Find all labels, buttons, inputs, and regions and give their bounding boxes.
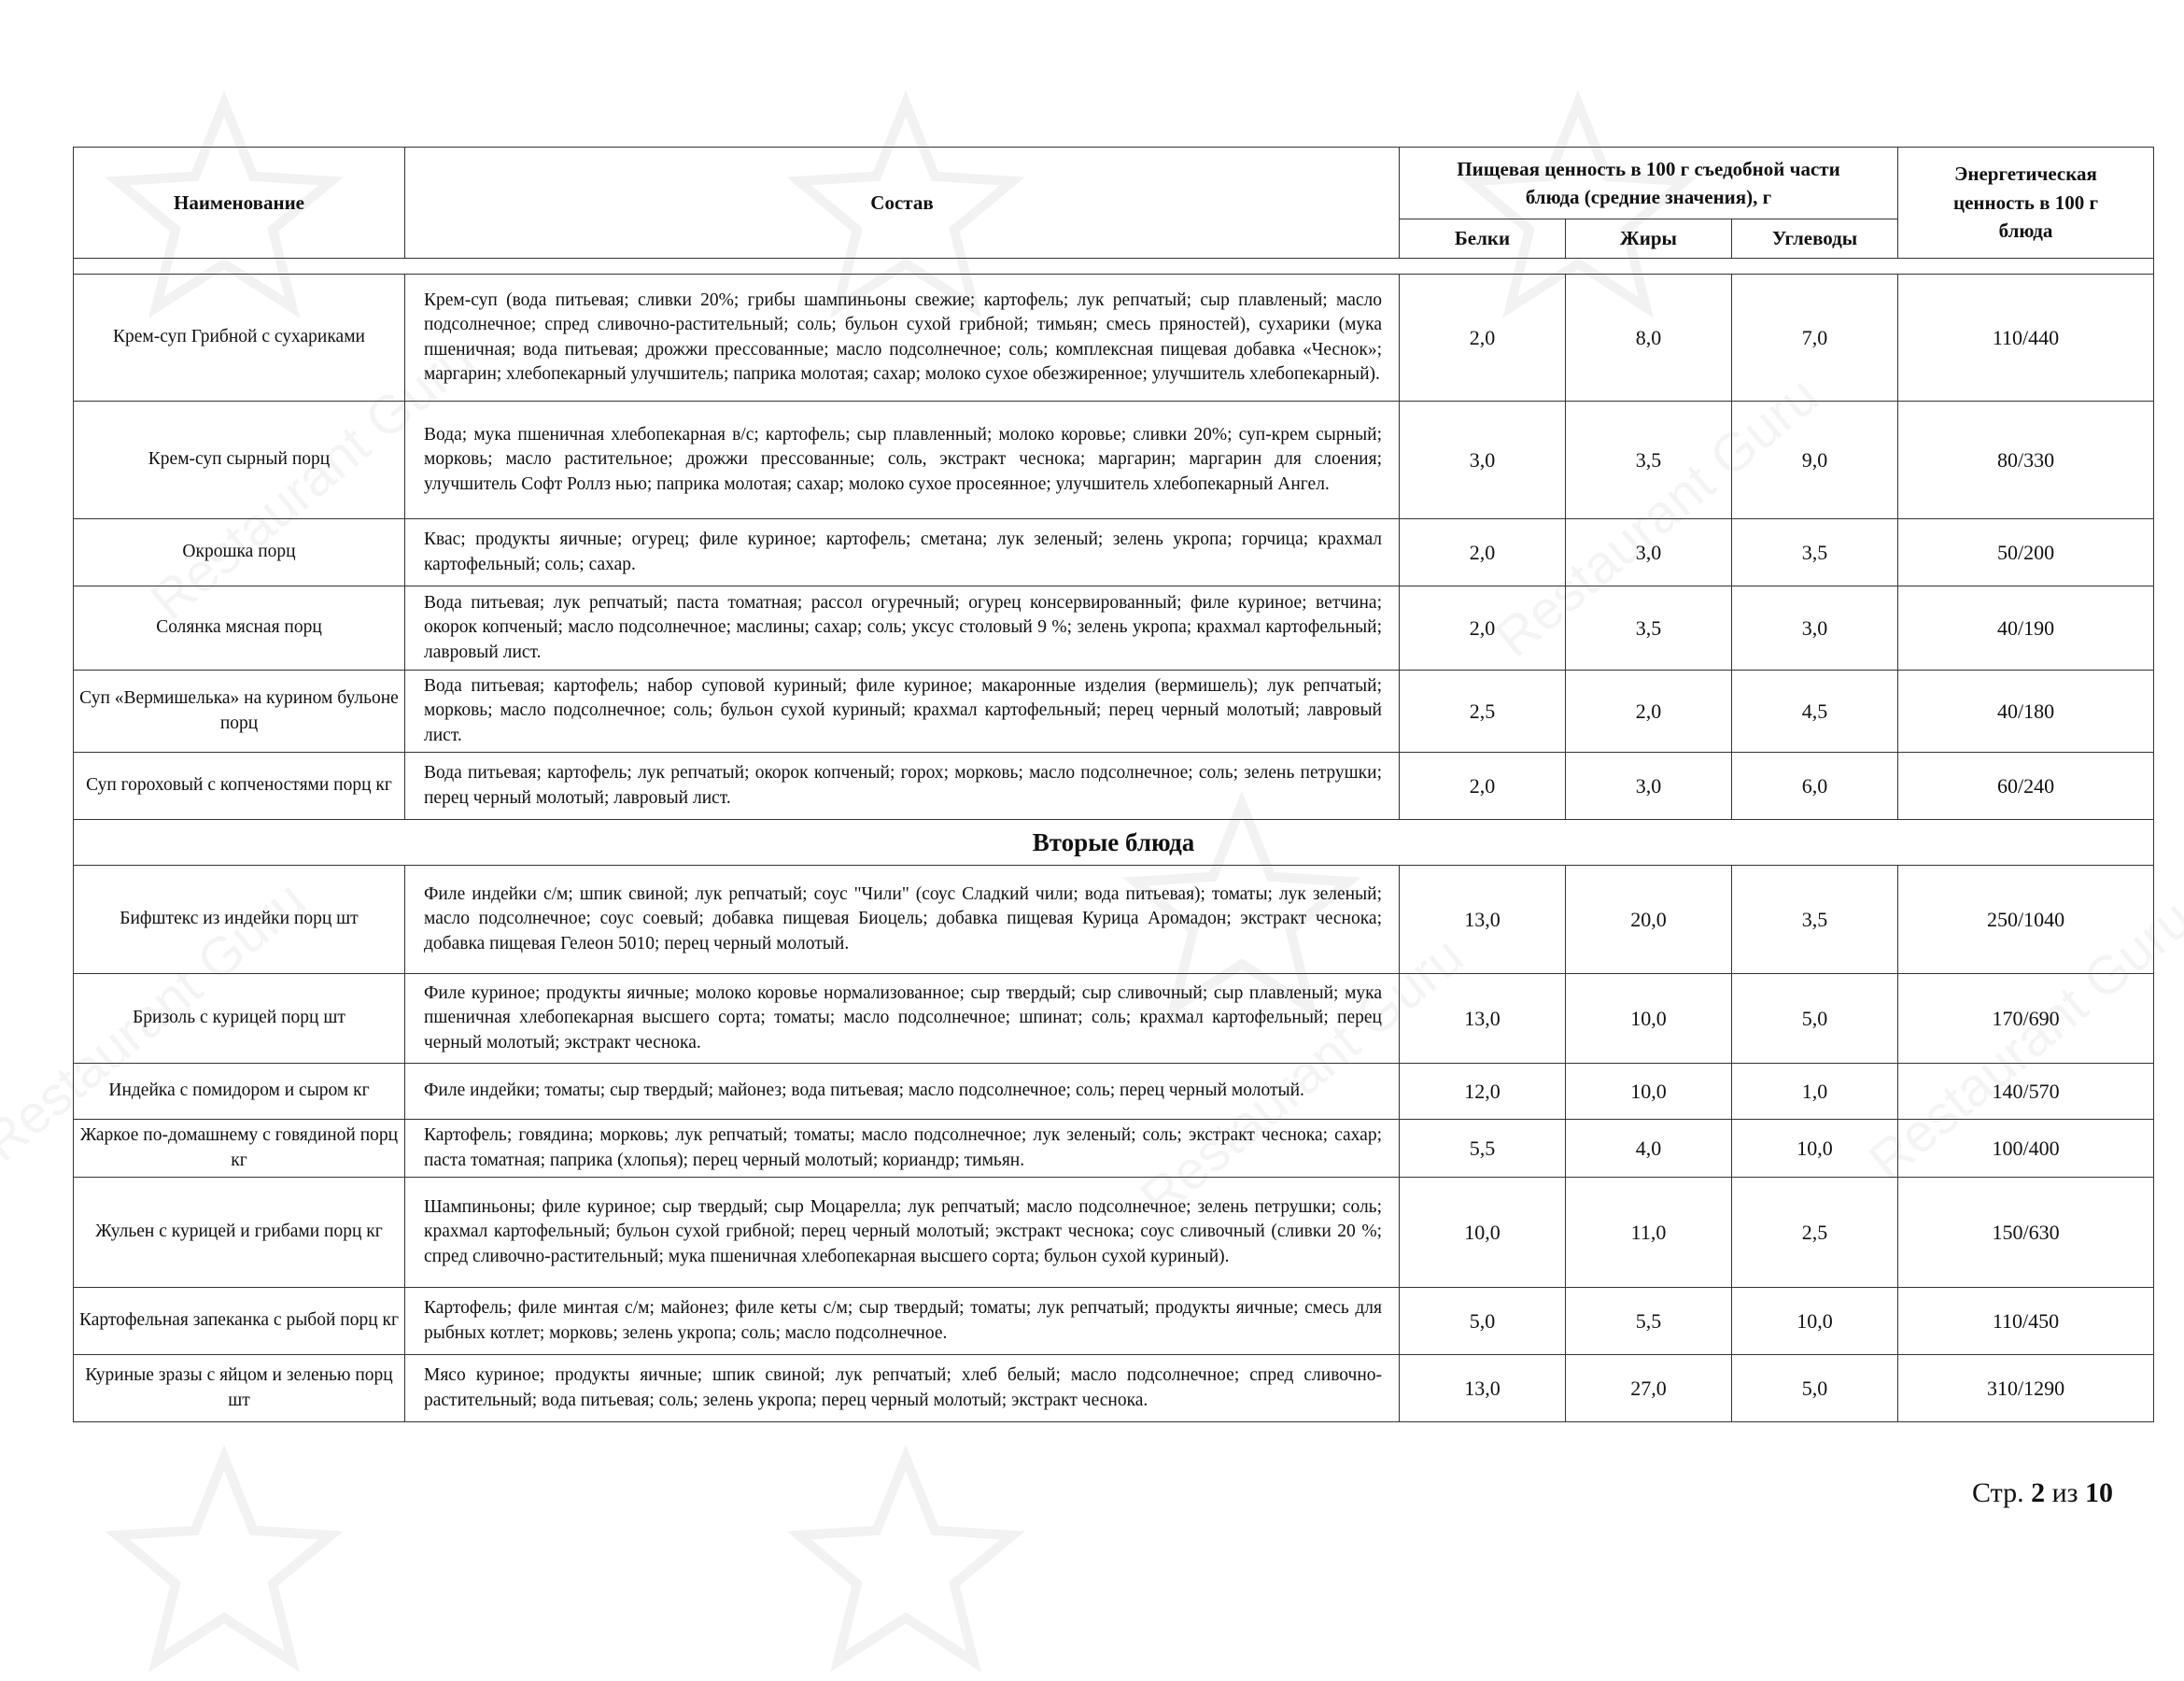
carbs-value: 3,0	[1732, 586, 1898, 671]
dish-name: Жаркое по-домашнему с говядиной порц кг	[74, 1120, 405, 1178]
table-row	[74, 866, 2154, 974]
energy-value: 110/450	[1898, 1288, 2154, 1355]
table-row	[74, 402, 2154, 519]
table-row	[74, 1355, 2154, 1422]
carbs-value: 3,5	[1732, 866, 1898, 974]
dish-name: Бризоль с курицей порц шт	[74, 974, 405, 1064]
protein-value: 13,0	[1400, 1355, 1566, 1422]
table-row	[74, 671, 2154, 753]
energy-value: 40/190	[1898, 586, 2154, 671]
table-row	[74, 275, 2154, 402]
fat-value: 3,5	[1566, 586, 1732, 671]
table-row	[74, 1288, 2154, 1355]
page-separator: из	[2051, 1477, 2078, 1508]
energy-value: 60/240	[1898, 753, 2154, 820]
energy-value: 80/330	[1898, 402, 2154, 519]
header-name: Наименование	[74, 148, 405, 259]
energy-value: 170/690	[1898, 974, 2154, 1064]
dish-composition: Шампиньоны; филе куриное; сыр твердый; сыр Моцарелла; лук репчатый; масло подсолнечное; зелень петрушки; соль; крахмал картофельный; бульон сухой грибной; перец черный молотый; экстракт чеснока; соус сливочный (сливки 20 %; спред сливочно-растительный; мука пшеничная хлебопекарная высшего сорта; бульон сухой куриный).	[405, 1178, 1400, 1288]
dish-name: Жульен с курицей и грибами порц кг	[74, 1178, 405, 1288]
protein-value: 5,0	[1400, 1288, 1566, 1355]
dish-composition: Картофель; говядина; морковь; лук репчатый; томаты; масло подсолнечное; лук зеленый; соль; экстракт чеснока; сахар; паста томатная; паприка (хлопья); перец черный молотый; кориандр; тимьян.	[405, 1120, 1400, 1178]
fat-value: 2,0	[1566, 671, 1732, 753]
fat-value: 5,5	[1566, 1288, 1732, 1355]
table-row	[74, 753, 2154, 820]
carbs-value: 3,5	[1732, 519, 1898, 586]
energy-value: 150/630	[1898, 1178, 2154, 1288]
dish-name: Индейка с помидором и сыром кг	[74, 1064, 405, 1120]
page-prefix: Стр.	[1972, 1477, 2024, 1508]
header-row	[74, 148, 2154, 219]
table-row	[74, 586, 2154, 671]
protein-value: 2,0	[1400, 275, 1566, 402]
dish-composition: Вода питьевая; лук репчатый; паста томатная; рассол огуречный; огурец консервированный; филе куриное; ветчина; окорок копченый; масло подсолнечное; маслины; сахар; соль; уксус столовый 9 %; зелень укропа; крахмал картофельный; лавровый лист.	[405, 586, 1400, 671]
header-fat: Жиры	[1566, 219, 1732, 259]
energy-value: 100/400	[1898, 1120, 2154, 1178]
carbs-value: 5,0	[1732, 1355, 1898, 1422]
dish-name: Картофельная запеканка с рыбой порц кг	[74, 1288, 405, 1355]
page-counter	[1972, 1477, 2113, 1509]
dish-name: Суп гороховый с копченостями порц кг	[74, 753, 405, 820]
fat-value: 4,0	[1566, 1120, 1732, 1178]
mains-section	[74, 820, 2154, 1422]
carbs-value: 7,0	[1732, 275, 1898, 402]
dish-composition: Филе индейки с/м; шпик свиной; лук репчатый; соус "Чили" (соус Сладкий чили; вода питьевая); томаты; лук зеленый; масло подсолнечное; соус соевый; добавка пищевая Биоцель; добавка пищевая Курица Аромадон; экстракт чеснока; добавка пищевая Гелеон 5010; перец черный молотый.	[405, 866, 1400, 974]
energy-value: 40/180	[1898, 671, 2154, 753]
carbs-value: 5,0	[1732, 974, 1898, 1064]
table-row	[74, 1064, 2154, 1120]
protein-value: 2,0	[1400, 753, 1566, 820]
dish-name: Крем-суп сырный порц	[74, 402, 405, 519]
spacer-row	[74, 259, 2154, 275]
dish-composition: Вода; мука пшеничная хлебопекарная в/с; картофель; сыр плавленный; молоко коровье; сливки 20%; суп-крем сырный; морковь; масло растительное; дрожжи прессованные; соль, экстракт чеснока; маргарин; маргарин для слоения; улучшитель Софт Роллз нью; паприка молотая; сахар; молоко сухое просеянное; улучшитель хлебопекарный Ангел.	[405, 402, 1400, 519]
table-row	[74, 1178, 2154, 1288]
header-composition: Состав	[405, 148, 1400, 259]
fat-value: 10,0	[1566, 974, 1732, 1064]
energy-value: 310/1290	[1898, 1355, 2154, 1422]
carbs-value: 4,5	[1732, 671, 1898, 753]
energy-value: 50/200	[1898, 519, 2154, 586]
page-number: 2	[2031, 1477, 2046, 1508]
table-row	[74, 1120, 2154, 1178]
carbs-value: 1,0	[1732, 1064, 1898, 1120]
header-energy: Энергетическая ценность в 100 г блюда	[1898, 148, 2154, 259]
dish-composition: Филе индейки; томаты; сыр твердый; майонез; вода питьевая; масло подсолнечное; соль; перец черный молотый.	[405, 1064, 1400, 1120]
protein-value: 2,0	[1400, 519, 1566, 586]
fat-value: 27,0	[1566, 1355, 1732, 1422]
dish-composition: Картофель; филе минтая с/м; майонез; филе кеты с/м; сыр твердый; томаты; лук репчатый; продукты яичные; смесь для рыбных котлет; морковь; зелень укропа; соль; масло подсолнечное.	[405, 1288, 1400, 1355]
dish-name: Бифштекс из индейки порц шт	[74, 866, 405, 974]
soups-section	[74, 275, 2154, 820]
fat-value: 11,0	[1566, 1178, 1732, 1288]
fat-value: 3,5	[1566, 402, 1732, 519]
fat-value: 20,0	[1566, 866, 1732, 974]
header-protein: Белки	[1400, 219, 1566, 259]
carbs-value: 9,0	[1732, 402, 1898, 519]
table-row	[74, 974, 2154, 1064]
header-nutrition: Пищевая ценность в 100 г съедобной части блюда (средние значения), г	[1400, 148, 1898, 219]
dish-composition: Крем-суп (вода питьевая; сливки 20%; грибы шампиньоны свежие; картофель; лук репчатый; сыр плавленый; масло подсолнечное; спред сливочно-растительный; соль; бульон сухой грибной; тимьян; смесь пряностей), сухарики (мука пшеничная; вода питьевая; дрожжи прессованные; масло подсолнечное; соль; комплексная пищевая добавка «Чеснок»; маргарин; хлебопекарный улучшитель; паприка молотая; сахар; молоко сухое обезжиренное; улучшитель хлебопекарный).	[405, 275, 1400, 402]
fat-value: 3,0	[1566, 753, 1732, 820]
dish-composition: Квас; продукты яичные; огурец; филе куриное; картофель; сметана; лук зеленый; зелень укропа; горчица; крахмал картофельный; соль; сахар.	[405, 519, 1400, 586]
section-title: Вторые блюда	[74, 820, 2154, 866]
fat-value: 3,0	[1566, 519, 1732, 586]
fat-value: 10,0	[1566, 1064, 1732, 1120]
protein-value: 10,0	[1400, 1178, 1566, 1288]
dish-composition: Филе куриное; продукты яичные; молоко коровье нормализованное; сыр твердый; сыр сливочный; сыр плавленый; мука пшеничная хлебопекарная высшего сорта; томаты; масло подсолнечное; шпинат; соль; крахмал картофельный; перец черный молотый; экстракт чеснока.	[405, 974, 1400, 1064]
energy-value: 140/570	[1898, 1064, 2154, 1120]
dish-composition: Вода питьевая; картофель; лук репчатый; окорок копченый; горох; морковь; масло подсолнечное; соль; зелень петрушки; перец черный молотый; лавровый лист.	[405, 753, 1400, 820]
section-header-row	[74, 820, 2154, 866]
energy-value: 250/1040	[1898, 866, 2154, 974]
carbs-value: 6,0	[1732, 753, 1898, 820]
energy-value: 110/440	[1898, 275, 2154, 402]
protein-value: 2,5	[1400, 671, 1566, 753]
page-total: 10	[2085, 1477, 2113, 1508]
carbs-value: 10,0	[1732, 1120, 1898, 1178]
header-carbs: Углеводы	[1732, 219, 1898, 259]
dish-composition: Мясо куриное; продукты яичные; шпик свиной; лук репчатый; хлеб белый; масло подсолнечное; спред сливочно-растительный; вода питьевая; соль; зелень укропа; перец черный молотый; экстракт чеснока.	[405, 1355, 1400, 1422]
watermark-logo-icon	[784, 1438, 1027, 1681]
protein-value: 13,0	[1400, 866, 1566, 974]
table-row	[74, 519, 2154, 586]
carbs-value: 10,0	[1732, 1288, 1898, 1355]
protein-value: 13,0	[1400, 974, 1566, 1064]
dish-name: Окрошка порц	[74, 519, 405, 586]
dish-name: Куриные зразы с яйцом и зеленью порц шт	[74, 1355, 405, 1422]
dish-name: Крем-суп Грибной с сухариками	[74, 275, 405, 402]
dish-name: Солянка мясная порц	[74, 586, 405, 671]
carbs-value: 2,5	[1732, 1178, 1898, 1288]
nutrition-table	[73, 147, 2154, 1422]
protein-value: 12,0	[1400, 1064, 1566, 1120]
fat-value: 8,0	[1566, 275, 1732, 402]
watermark-logo-icon	[103, 1438, 345, 1681]
protein-value: 2,0	[1400, 586, 1566, 671]
dish-name: Суп «Вермишелька» на курином бульоне порц	[74, 671, 405, 753]
dish-composition: Вода питьевая; картофель; набор суповой куриный; филе куриное; макаронные изделия (вермишель); лук репчатый; морковь; масло подсолнечное; соль; бульон сухой куриный; крахмал картофельный; перец черный молотый; лавровый лист.	[405, 671, 1400, 753]
protein-value: 3,0	[1400, 402, 1566, 519]
protein-value: 5,5	[1400, 1120, 1566, 1178]
